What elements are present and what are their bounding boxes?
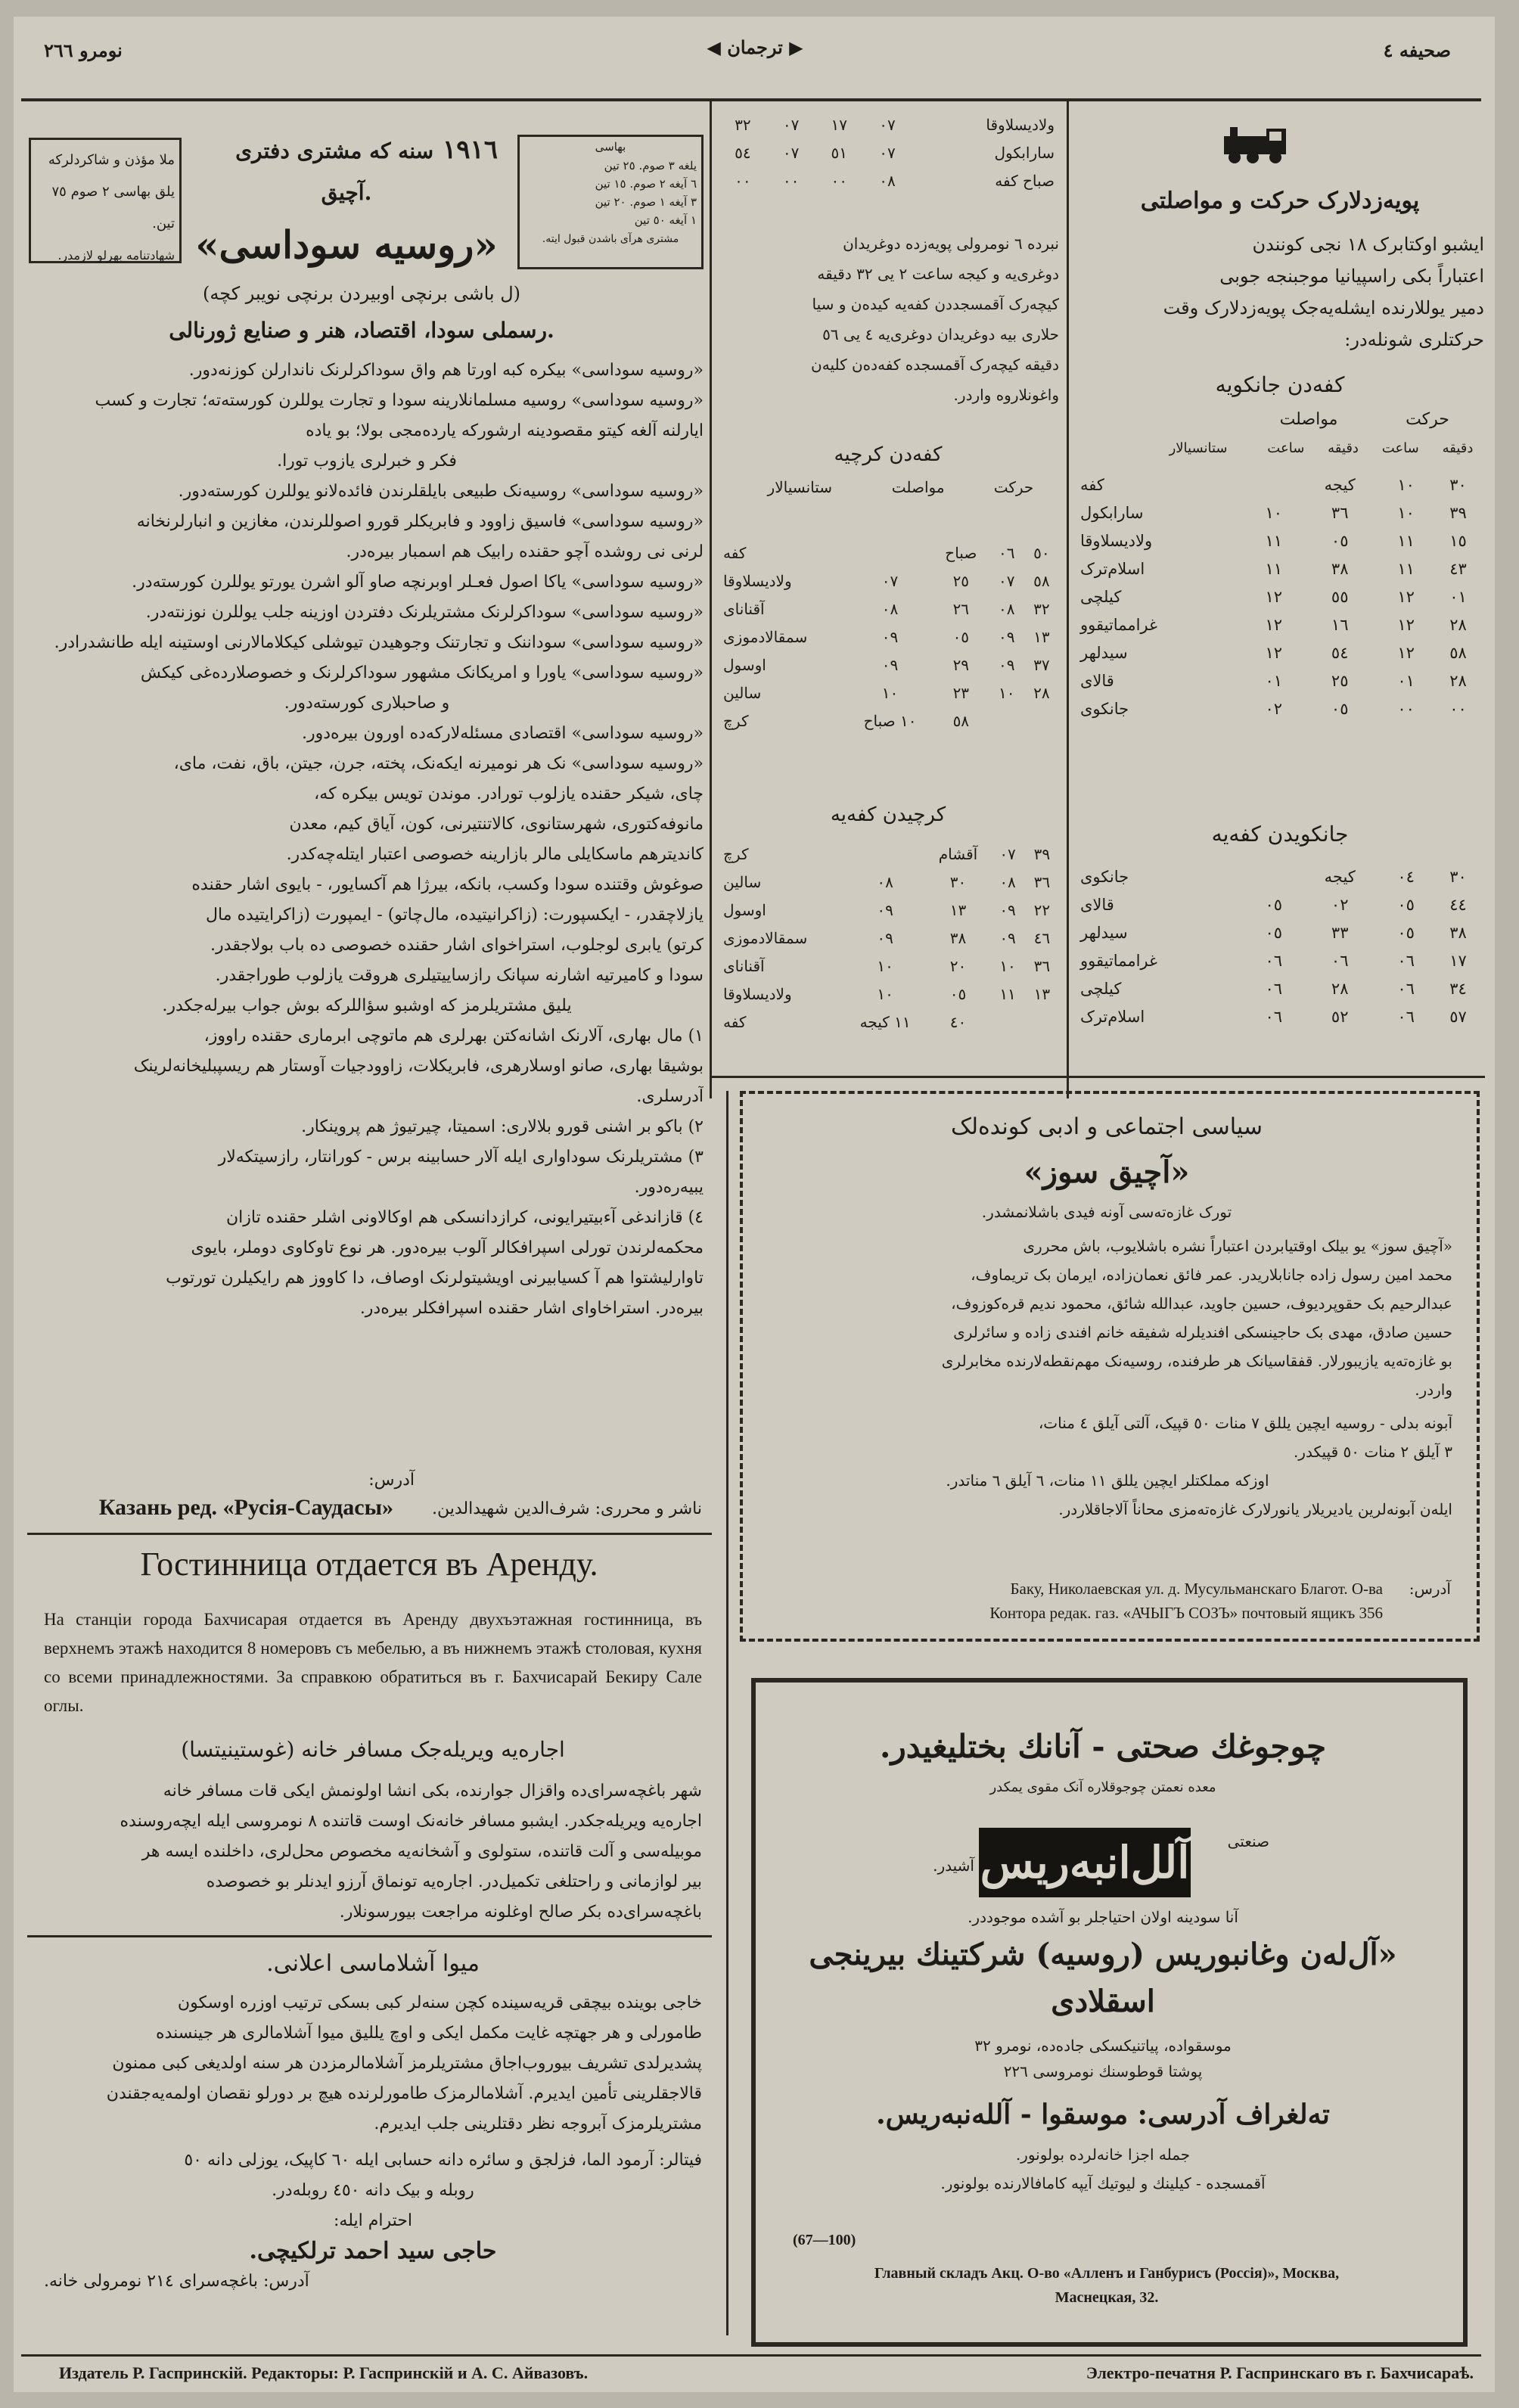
header-saat: ساعت [1267, 440, 1305, 456]
table-row: ٥٨ ٠٧ ٢٥ ٠٧ ولادیسلاوقا [723, 571, 1050, 590]
intro-line: دمیر یوللارنده ایشله‌یه‌جک پویه‌زدلارک وقت [1163, 297, 1484, 318]
note-line: نبرده ٦ نومرولی پویه‌زده دوغریدان [843, 235, 1059, 253]
question-line: ١) مال بهاری، آلارنک اشانه‌کتن بهرلری هم ماتوچی ابرماری حقنده راووز، [203, 1027, 704, 1046]
ad-subtitle: (ل باشی برنچی اوبیردن برنچی نویبر کچه) [202, 283, 521, 304]
table-row: ٥٨ ١٢ ٥٤ ١٢ سیدلهر [1080, 643, 1467, 662]
ad-title [195, 135, 498, 165]
table-row: ٣٩ ٠٧ آقشام کرچ [723, 844, 1051, 863]
hotel-ad-body-tt [44, 1776, 702, 1928]
table-row: ٥٠ ٠٦ صباح کفه [723, 543, 1050, 562]
newspaper-title: ترجمان [727, 36, 783, 58]
subscription-line: ملا مؤذن و شاکردلرکه [48, 152, 175, 168]
fruit-signature-label: احترام ایله: [334, 2211, 412, 2230]
table-row: ٢٨ ١٠ ٢٣ ١٠ سالین [723, 683, 1050, 702]
hotel-line: موبیله‌سی و آلت قاتنده، ستولوی و آشخانه‌یه مخصوص محل‌لری، داخلنده ایسه هر [141, 1842, 702, 1861]
body-line: یازلاچقدر، - ایکسپورت: (زاکرانیتیده، مال‌چاتو) - ایمپورت (زاکرایتیده مال [206, 906, 704, 924]
hotel-line: شهر باغچه‌سرای‌ده واقزال جوارنده، بکی انشا اولونمش ایکی قات مسافر خانه [163, 1782, 702, 1801]
price-line: ٦ آیغه ٢ صوم. ١٥ تین [595, 177, 697, 191]
body-line: سودا و کامیرتیه اشارنه سپانک رازساییتیلری هروقت یازلوب طوراجقدر. [215, 966, 704, 985]
body-line: چای، شیکر حقنده یازلوب تورادر. موندن تویس بیکره که، [314, 785, 704, 803]
body-line: «روسیه سوداسی» بیکره کبه اورتا هم واق سوداکرلرنک ناندارلن کوزنه‌دور. [188, 361, 704, 380]
table-row: صباح کفه ٠٨ ٠٠ ٠٠ ٠٠ [735, 171, 1055, 190]
achiq-address-ru1: Баку, Николаевская ул. д. Мусульманскаго Благот. О-ва [1010, 1580, 1383, 1598]
achiq-line: واردر. [1415, 1381, 1452, 1399]
body-line: «روسیه سوداسی» فاسیق زاوود و فابریکلر قورو اصوللرندن، مغازین و انبارلرنخانه [136, 512, 704, 531]
hotel-line: باغچه‌سرای‌ده بکر صالح اوغلونه مراجعت بیورسونلار. [339, 1903, 702, 1922]
table-row: ٣٤ ٠٦ ٢٨ ٠٦ کیلچی [1080, 979, 1467, 998]
header-daqiqa: دقیقه [1442, 440, 1474, 456]
intro-line: حرکتلری شونله‌در: [1344, 329, 1484, 350]
body-line: «روسیه سوداسی» سوداننک و تجارتنک وجوهیدن تیوشلی کیکلامالارنی اوستینه ایله طانشدرادر. [54, 633, 704, 652]
allenburys-sanuk: صنعتی [1227, 1832, 1269, 1850]
body-line: و صاحبلاری کورسته‌دور. [284, 694, 450, 713]
subscription-line: شهادتنامه بهرلو لازمدر. [57, 248, 175, 263]
hotel-ad-title: Гостинница отдается въ Аренду. [140, 1546, 598, 1583]
hotel-ad-title-tt: اجاره‌یه ویریله‌جک مسافر خانه (غوستینیتسا) [181, 1737, 565, 1762]
table-row: ٤٤ ٠٥ ٠٢ ٠٥ قالای [1080, 895, 1467, 914]
question-line: تاوارلیشتوا هم آ کسیابیرنی اویشیتولرنک اوصاف، دا کاووز هم رایکیلرن تورتوب [166, 1269, 704, 1288]
imprint-rule [21, 2354, 1481, 2357]
price-line: مشتری هرآی باشدن قبول ایته. [542, 233, 679, 245]
column-rule-center [726, 1091, 728, 2335]
achiq-line: «آچیق سوز» یو بیلک اوقتیابردن اعتباراً نشره باشلایوب، باش محرری [1023, 1237, 1452, 1255]
achiq-line: محمد امین رسول زاده جانابلاریدر. عمر فائق نعمان‌زاده، ایرمان بک تریماوف، [971, 1266, 1452, 1284]
body-line: یلیق مشتریلرمز که اوشبو سؤاللرکه بوش جواب بیرله‌جکدر. [162, 996, 572, 1015]
ad-footer-russian: Казань ред. «Русiя-Саудасы» [98, 1495, 393, 1520]
question-line: محکمه‌لرندن تورلی اسپرافکالر آلوب بیره‌دور. هر نوع تاوکاوی دوملر، بایوی [191, 1238, 704, 1257]
table-row: ٣٠ ١٠ کیجه کفه [1080, 475, 1467, 494]
fruit-ad-body [44, 1988, 702, 2297]
ad-address-label: آدرس: [368, 1471, 415, 1490]
note-line: حلاری بیه دوغریدان دوغری‌یه ٤ یی ٥٦ [822, 325, 1059, 343]
middle-note [717, 228, 1059, 410]
intro-line: ایشبو اوکتابرک ١٨ نجی کونندن [1252, 234, 1484, 255]
ad-bottom-rule [27, 1533, 712, 1535]
allenburys-logo: آلل‌انبه‌ریس [979, 1828, 1191, 1897]
body-line: صوغوش وقتنده سودا وکسب، بانکه، بیرژا هم آکسایور، - بایوی اشار حقنده [191, 875, 704, 894]
table-row: ١٣ ٠٩ ٠٥ ٠٩ سمقالادموزی [723, 627, 1050, 646]
note-line: کیچه‌رک آقمسجددن کفه‌یه کیده‌ن و سیا [812, 295, 1059, 313]
header-harakat: حرکت [993, 478, 1034, 496]
table-row: ٢٢ ٠٩ ١٣ ٠٩ اوسول [723, 900, 1051, 919]
allenburys-note: آنا سودینه اولان احتیاجلر بو آشده موجوددر. [968, 1908, 1238, 1926]
body-line: لرنی نی روشده آچو حقنده رابیک هم اسمبار بیره‌در. [346, 542, 704, 561]
table-row: سارابکول ٠٧ ٥١ ٠٧ ٥٤ [735, 143, 1055, 162]
table-row: ٤٠ ١١ کیجه کفه [723, 1012, 967, 1031]
masthead-rule [21, 98, 1481, 101]
achiq-address-label: آدرس: [1409, 1580, 1451, 1598]
train-schedule-title: پویه‌زدلارک حرکت و مواصلتی [1140, 188, 1420, 214]
kefe-title: کرچیدن کفه‌یه [830, 803, 946, 826]
hotel-bottom-rule [27, 1935, 712, 1937]
achiq-price: آبونه بدلی - روسیه ایچین یللق ٧ منات ٥٠ قپیک، آلتی آیلق ٤ منات، [1038, 1414, 1452, 1432]
imprint-printer: Электро-печатня Р. Гаспринскаго въ г. Бахчисараѣ. [1086, 2363, 1474, 2382]
fruit-line: خاجی بوینده بیچقی قریه‌سینده کچن سنه‌لر کبی بسکی ترتیب اوزره اوسکون [177, 1993, 702, 2012]
allenburys-ru-footer-2: Маснецкая, 32. [1055, 2289, 1159, 2306]
jankoy-kefe-title: جانکویدن کفه‌یه [1211, 822, 1349, 847]
achiq-soz-body [763, 1232, 1452, 1524]
header-daqiqa: دقیقه [1328, 440, 1359, 456]
allenburys-code: (67—100) [793, 2232, 856, 2248]
table-row: ٣٨ ٠٥ ٣٣ ٠٥ سیدلهر [1080, 923, 1467, 942]
table-row: ولادیسلاوقا ٠٧ ١٧ ٠٧ ٣٢ [735, 115, 1055, 134]
jankoy-table [1076, 471, 1484, 722]
ad-title-text: سنه که مشتری دفتری [235, 138, 434, 163]
table-row: ١٥ ١١ ٠٥ ١١ ولادیسلاوقا [1080, 531, 1467, 550]
table-row: ٣٠ ٠٤ کیجه جانکوی [1080, 867, 1467, 886]
allenburys-address-1: موسقواده، پیاتنیکسکی جاده‌ده، نومرو ٣٢ [974, 2037, 1232, 2055]
price-line: ١ آیغه ٥٠ تین [634, 213, 697, 227]
table-row: ٥٨ ١٠ صباح کرچ [723, 711, 970, 730]
ad-body [30, 356, 704, 1324]
note-line: دقیقه کیچه‌رک آقمسجده کفه‌ده‌ن کلیه‌ن [811, 356, 1059, 374]
table-row: ١٣ ١١ ٠٥ ١٠ ولادیسلاوقا [723, 984, 1051, 1003]
price-line: یلغه ٣ صوم. ٢٥ تین [604, 159, 697, 172]
issue-number: نومرو ٢٦٦ [44, 39, 123, 61]
fruit-prices: فیتالر: آرمود الما، فزلجق و سائره دانه حسابی ایله ٦٠ کاپیک، یوزلی دانه ٥٠ [184, 2151, 702, 2170]
ad-title-line2: آچیق. [321, 180, 372, 205]
jankoy-subheader [1076, 440, 1484, 456]
kefe-jankoy-title: کفه‌دن جانکویه [1215, 372, 1345, 397]
body-line: «روسیه سوداسی» روسیه مسلمانلارینه سودا و تجارت یوللرن کورسته‌ته؛ تجارت و کسب [95, 391, 704, 410]
note-line: دوغری‌یه و کیجه ساعت ٢ یی ٣٢ دقیقه [817, 265, 1059, 283]
ad-publisher: ناشر و محرری: شرف‌الدین شهیدالدین. [432, 1499, 702, 1518]
price-line: ٣ آیغه ١ صوم. ٢٠ تین [595, 195, 697, 209]
intro-line: اعتباراً بکی راسپیانیا موجبنجه جوبی [1219, 266, 1484, 287]
table-row: ٠١ ١٢ ٥٥ ١٢ کیلچی [1080, 587, 1467, 606]
header-saat: ساعت [1381, 440, 1419, 456]
table-row: ٥٧ ٠٦ ٥٢ ٠٦ اسلام‌ترک [1080, 1007, 1467, 1026]
body-line: ایارلنه آلغه کیتو مقصودینه ارشورکه یارده‌مجی بولا؛ بو یاده [306, 421, 704, 440]
note-line: واغونلاروه واردر. [953, 386, 1059, 404]
fruit-line: پشدیرلدی تشریف بیوروب‌اجاق مشتریلرمز آشلامالرمزدن هر سنه اولدیغی کبی ممنون [112, 2054, 702, 2073]
header-muvasalat: مواصلت [1279, 410, 1338, 429]
ad-journal-name: «روسیه سوداسی» [195, 222, 498, 267]
left-arrow-icon: ◀ [707, 36, 721, 58]
achiq-line: عبدالرحیم بک حقوپردیوف، حسین جاوید، عبدالله شائق، محمود ندیم قره‌کوزوف، [951, 1294, 1452, 1313]
allenburys-ashdir: آشیدر. [933, 1856, 974, 1875]
table-row: ٣٦ ٠٨ ٣٠ ٠٨ سالین [723, 872, 1051, 891]
fruit-signature: حاجی سید احمد ترلکیچی. [249, 2238, 497, 2264]
table-row: ٣٦ ١٠ ٢٠ ١٠ آقنانای [723, 956, 1051, 975]
kerch-table [719, 539, 1059, 735]
achiq-note: ایله‌ن آبونه‌لرین یادیریلار یانورلارک غازه‌ته‌مزی محاناً آلاجاقلاردر. [1058, 1500, 1452, 1518]
allenburys-ru-footer-1: Главный складъ Акц. О-во «Алленъ и Ганбурисъ (Россія)», Москва, [874, 2265, 1340, 2282]
hotel-line: بیر لوازمانی و راحتلغی تکمیل‌در. اجاره‌یه تونماق آرزو ایدنلر بو خصوصده [206, 1872, 702, 1891]
kerch-title: کفه‌دن کرچیه [834, 443, 943, 466]
price-box [517, 135, 704, 269]
fruit-line: مشتریلرمزک آبروجه نظر دقتلرینی جلب ایدیرم. [374, 2114, 702, 2133]
allenburys-company: «آل‌له‌ن وغانبوریس (روسیه) شرکتینك بیرینجی [809, 1937, 1397, 1972]
body-line: فکر و خبرلری یازوب تورا. [277, 452, 457, 471]
table-row: ٠٠ ٠٠ ٠٥ ٠٢ جانکوی [1080, 699, 1467, 718]
column-rule-right [1067, 100, 1069, 1098]
middle-top-table [719, 110, 1059, 194]
jankoy-header [1076, 410, 1484, 429]
page-number-label: صحیفه ٤ [1383, 39, 1451, 61]
hotel-ad-body: На станціи города Бахчисарая отдается въ Аренду двухъэтажная гостинница, въ верхнемъ этажѣ находится 8 номеровъ съ мебелью, а въ нижнемъ этажѣ столовая, кухня со всеми принадлежностями. За справкою обратиться въ г. Бахчисарай Бекиру Сале оглы. [44, 1610, 702, 1715]
fruit-prices-2: روبله و بیک دانه ٤٥٠ روبله‌در. [272, 2181, 474, 2200]
achiq-soz-header: سیاسی اجتماعی و ادبی کونده‌لک [950, 1114, 1263, 1140]
achiq-address-ru2: Контора редак. газ. «АЧЫГЪ СОЗЪ» почтовый ящикъ 356 [989, 1604, 1383, 1622]
right-arrow-icon: ▶ [789, 36, 803, 58]
achiq-line: بو غازه‌ته‌یه یازیبورلار. قفقاسیانک هر طرفنده، روسیه‌نک مهم‌نقطه‌لارنده مخابرلری [941, 1352, 1452, 1370]
achiq-price: ٣ آیلق ٢ منات ٥٠ قپیکدر. [1293, 1443, 1452, 1461]
table-row: ٣٢ ٠٨ ٢٦ ٠٨ آقنانای [723, 599, 1050, 618]
body-line: مانوفه‌کتوری، شهرستانوی، کالاتنتیرنی، کون، آیاق کیم، معدن [289, 815, 704, 834]
fruit-address: آدرس: باغچه‌سرای ٢١٤ نومرولی خانه. [44, 2272, 309, 2291]
allenburys-telegram: ته‌لغراف آدرسی: موسقوا - آلله‌نبه‌ریس. [876, 2099, 1330, 2130]
kefe-table [719, 840, 1059, 1036]
allenburys-subline: معده نعمتن چوجوقلاره آنک مقوی یمکدر [989, 1779, 1216, 1795]
fruit-line: طامورلی و هر جهتچه غایت مکمل ایکی و اوچ یللیق میوا آشلامالری هر جینسنده [156, 2024, 702, 2043]
body-line: کرتو) یابری لوجلوب، استراخوای اشار حقنده خصوصی ده باب بولاجقدر. [210, 936, 704, 955]
question-line: ٤) قازاندغی آ‌ءبیتیرایونی، کرازدانسکی هم اوکالاونی اشلر حقنده تازان [225, 1208, 704, 1227]
jankoy-kefe-table [1076, 862, 1484, 1030]
body-line: «روسیه سوداسی» نک هر نومیرنه ایکه‌نک، پخته، جرن، جیتن، باق، نفت، مای، [173, 754, 704, 773]
newspaper-page [14, 17, 1495, 2392]
kerch-header [717, 478, 1059, 496]
allenburys-company-2: اسقلادی [1051, 1984, 1155, 2019]
achiq-soz-title: «آچیق سوز» [1024, 1154, 1190, 1190]
question-line: ٣) مشتریلرنک سوداواری ایله آلار حسابینه برس - کورانتار، رازسیتکه‌لار [218, 1148, 704, 1167]
body-line: «روسیه سوداسی» سوداکرلرنک مشتریلرنک دفتردن اوزینه جلب یوللرن نوزنته‌در. [145, 603, 704, 622]
hotel-line: اجاره‌یه ویریله‌جکدر. ایشبو مسافر خانه‌نک اوست قاتنده ٨ نومروسی ایله ایچه‌رو‌سنده [120, 1812, 702, 1831]
masthead-title [641, 36, 868, 58]
table-row: ٣٩ ١٠ ٣٦ ١٠ سارابکول [1080, 503, 1467, 522]
allenburys-sold-2: آقمسجده - کیلینك و لیوتیك آیپه‌ کامافالارنده بولونور. [940, 2174, 1266, 2192]
subscription-box [29, 138, 182, 263]
table-row: ٤٣ ١١ ٣٨ ١١ اسلام‌ترک [1080, 559, 1467, 578]
fruit-ad-title: میوا آشلاماسی اعلانی. [266, 1950, 480, 1977]
body-line: «روسیه سوداسی» یاورا و امریکانک مشهور سوداکرلرنک و خصوصلارده‌غی کیکش [140, 663, 704, 682]
body-line: «روسیه سوداسی» یاکا اصول فعـلر اوبرنچه صاو آلو اشرن یورتو یوللرن کورسته‌در. [132, 573, 704, 592]
allenburys-sold: جمله اجزا خانه‌لرده بولونور. [1015, 2145, 1191, 2164]
price-line: بهاسی [595, 140, 626, 154]
body-line: کاندیترهم ماسکایلی مالر بازارینه خصوصی اعتبار ایتله‌چه‌کدر. [286, 845, 704, 864]
question-line: ٢) باکو بر اشنی قورو بلالاری: اسمیتا، چیرتیوژ هم پروینکار. [301, 1117, 704, 1136]
locomotive-icon [1219, 123, 1292, 165]
achiq-soz-subtitle: تورک غازه‌ته‌سی آونه فیدی باشلانمشدر. [981, 1203, 1232, 1221]
header-stations: ستانسیالار [767, 478, 833, 496]
question-line: یبیه‌ر‌ه‌دور. [634, 1178, 704, 1197]
question-line: بوشیقا بهاری، صانو اوسلارهری، فابریکلات، زاوودجیات آوستار هم ریسپبلیخانه‌لرینک [133, 1057, 704, 1076]
train-intro [1076, 228, 1484, 356]
table-row: ٢٨ ٠١ ٢٥ ٠١ قالای [1080, 671, 1467, 690]
allenburys-headline: چوجوغك صحتی - آنانك بختلیغیدر. [879, 1728, 1327, 1765]
fruit-line: قالاجقلرینی تأمین ایدیرم. آشلامالرمزک طامورلرنده هیچ بر دورلو نقصان اولمه‌یه‌جقندن [106, 2084, 702, 2103]
question-line: آدرسلری. [636, 1087, 704, 1106]
subscription-line: یلق بهاسی ٢ صوم ٧٥ تین. [51, 184, 175, 231]
table-row: ١٧ ٠٦ ٠٦ ٠٦ غرامماتیقوو [1080, 951, 1467, 970]
ad-title-year: ١٩١٦ [442, 135, 498, 165]
imprint-publisher: Издатель Р. Гаспринскій. Редакторы: Р. Гаспринскій и А. С. Айвазовъ. [59, 2363, 589, 2382]
allenburys-address-2: پوشتا قوطوسنك نومروسی ٢٢٦ [1003, 2062, 1203, 2080]
table-row: ٤٦ ٠٩ ٣٨ ٠٩ سمقالادموزی [723, 928, 1051, 947]
header-muvasalat: مواصلت [891, 478, 945, 496]
ad-subtitle-2: رسملی سودا، اقتصاد، هنر و صنایع ژورنالی. [169, 318, 554, 343]
column-rule-left [710, 100, 712, 1098]
question-line: بیره‌در. استراخاوای اشار حقنده اسپرافکلر بیره‌در. [359, 1299, 704, 1318]
header-stations: ستانسیالار [1169, 440, 1228, 456]
body-line: «روسیه سوداسی» روسیه‌نک طبیعی بایلقلرندن فائده‌لانو یوللرن کورسته‌دور. [178, 482, 704, 501]
achiq-price: اوزکه مملکتلر ایچین یللق ١١ منات، ٦ آیلق ٦ مناتدر. [946, 1471, 1269, 1490]
table-row: ٢٨ ١٢ ١٦ ١٢ غرامماتیقوو [1080, 615, 1467, 634]
table-row: ٣٧ ٠٩ ٢٩ ٠٩ اوسول [723, 655, 1050, 674]
schedule-bottom-rule [710, 1076, 1485, 1078]
header-harakat: حرکت [1406, 410, 1449, 429]
body-line: «روسیه سوداسی» اقتصادی مسئله‌لارکه‌ده اورون بیره‌دور. [301, 724, 704, 743]
achiq-line: حسین صادق، مهدی بک حاجینسکی افندیلرله شفیقه خانم افندی زاده و سائرلری [953, 1323, 1452, 1341]
